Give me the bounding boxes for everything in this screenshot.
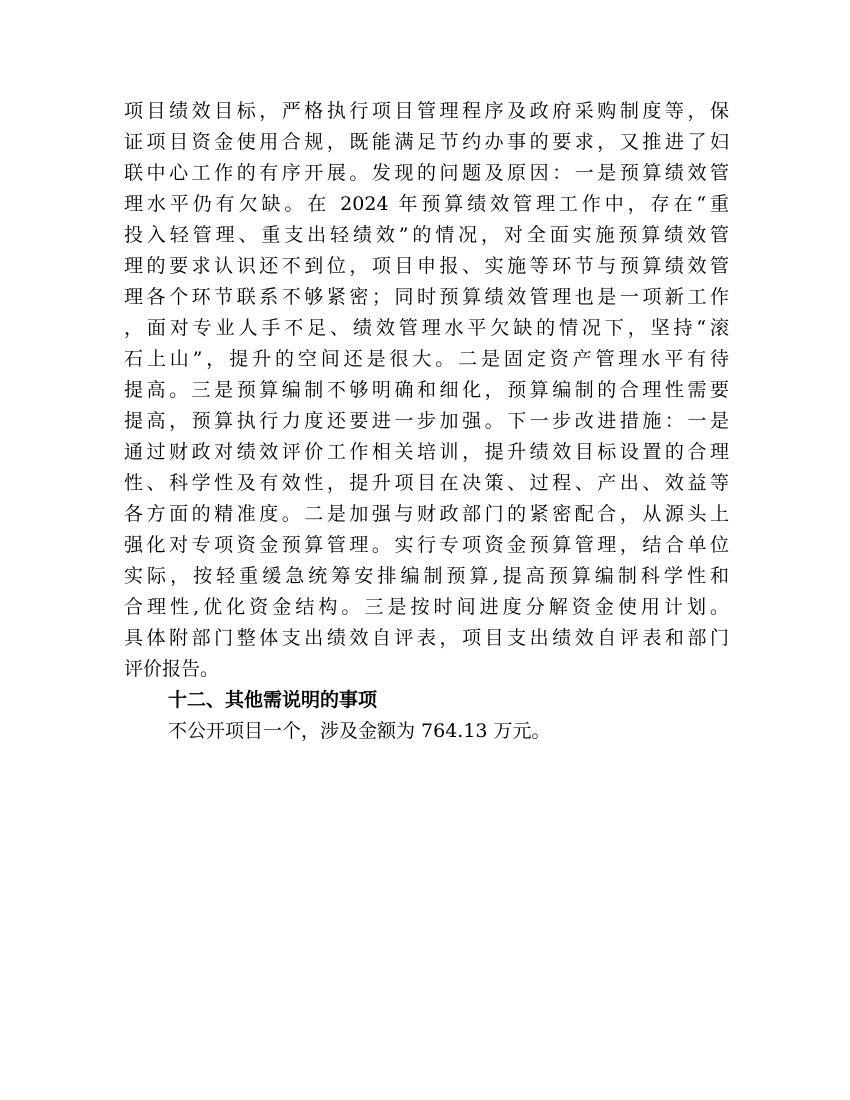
paragraph-line: 实际，按轻重缓急统筹安排编制预算,提高预算编制科学性和 bbox=[124, 565, 729, 587]
paragraph-line: 理各个环节联系不够紧密；同时预算绩效管理也是一项新工作 bbox=[124, 286, 729, 308]
paragraph-line: 通过财政对绩效评价工作相关培训，提升绩效目标设置的合理 bbox=[124, 441, 729, 463]
paragraph-line: ，面对专业人手不足、绩效管理水平欠缺的情况下，坚持“滚 bbox=[124, 317, 729, 339]
paragraph-line: 理的要求认识还不到位，项目申报、实施等环节与预算绩效管 bbox=[124, 255, 729, 277]
paragraph-line: 合理性,优化资金结构。三是按时间进度分解资金使用计划。 bbox=[124, 596, 729, 618]
paragraph-line: 评价报告。 bbox=[124, 658, 220, 680]
paragraph-line: 理水平仍有欠缺。在 2024 年预算绩效管理工作中，存在“重 bbox=[124, 193, 729, 215]
paragraph-line: 强化对专项资金预算管理。实行专项资金预算管理，结合单位 bbox=[124, 534, 729, 556]
paragraph-line: 提高。三是预算编制不够明确和细化，预算编制的合理性需要 bbox=[124, 379, 729, 401]
paragraph-line: 各方面的精准度。二是加强与财政部门的紧密配合，从源头上 bbox=[124, 503, 729, 525]
paragraph-line: 项目绩效目标，严格执行项目管理程序及政府采购制度等，保 bbox=[124, 100, 729, 122]
paragraph-line: 石上山”，提升的空间还是很大。二是固定资产管理水平有待 bbox=[124, 348, 729, 370]
paragraph-line: 证项目资金使用合规，既能满足节约办事的要求，又推进了妇 bbox=[124, 131, 729, 153]
document-body bbox=[124, 96, 729, 747]
paragraph-line: 提高，预算执行力度还要进一步加强。下一步改进措施：一是 bbox=[124, 410, 729, 432]
paragraph-line: 联中心工作的有序开展。发现的问题及原因：一是预算绩效管 bbox=[124, 162, 729, 184]
paragraph-line: 性、科学性及有效性，提升项目在决策、过程、产出、效益等 bbox=[124, 472, 729, 494]
section-body: 不公开项目一个，涉及金额为 764.13 万元。 bbox=[168, 720, 551, 742]
section-heading: 十二、其他需说明的事项 bbox=[168, 689, 378, 711]
paragraph-line: 具体附部门整体支出绩效自评表，项目支出绩效自评表和部门 bbox=[124, 627, 729, 649]
paragraph-line: 投入轻管理、重支出轻绩效”的情况，对全面实施预算绩效管 bbox=[124, 224, 729, 246]
